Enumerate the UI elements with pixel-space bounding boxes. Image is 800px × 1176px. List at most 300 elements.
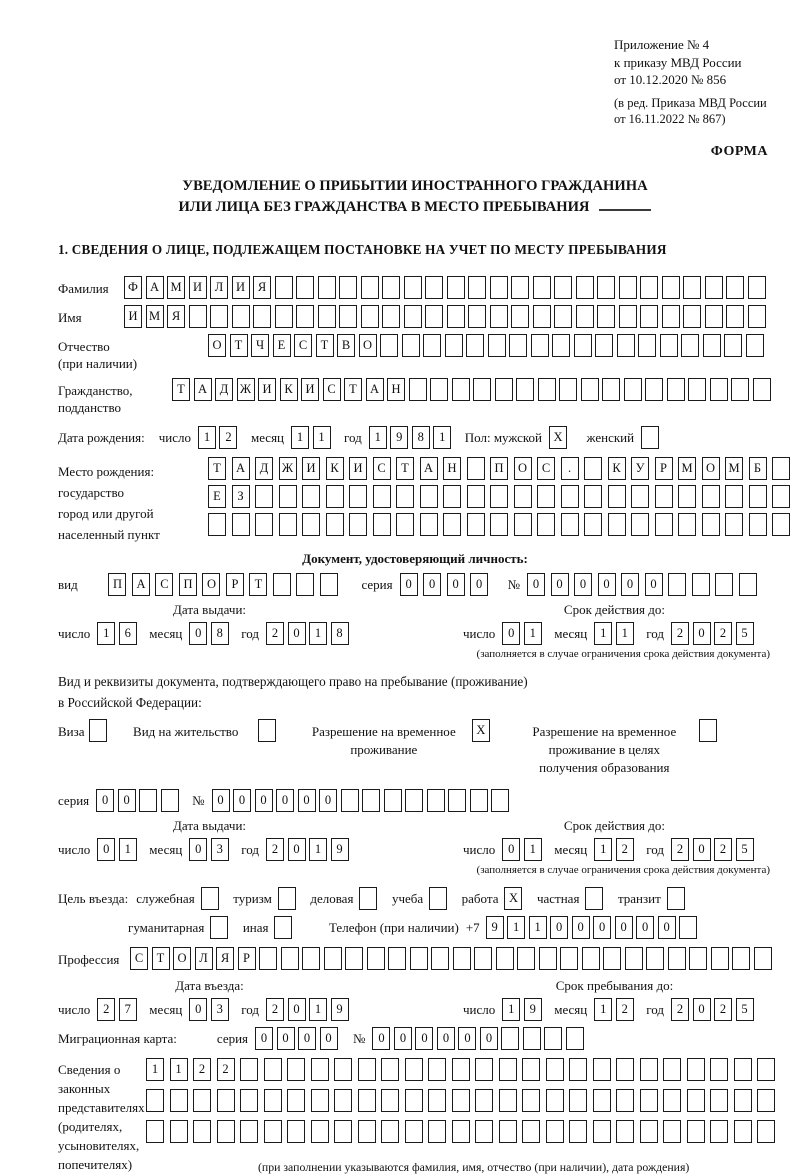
char-cell[interactable] bbox=[576, 276, 594, 299]
char-cell[interactable]: Т bbox=[208, 457, 226, 480]
char-cell[interactable] bbox=[546, 1120, 564, 1143]
char-cell[interactable]: 0 bbox=[255, 1027, 273, 1050]
char-cell[interactable] bbox=[710, 378, 728, 401]
char-cell[interactable]: Я bbox=[167, 305, 185, 328]
doc-number-cells[interactable] bbox=[527, 573, 762, 596]
char-cell[interactable] bbox=[253, 305, 271, 328]
char-cell[interactable] bbox=[273, 573, 291, 596]
char-cell[interactable] bbox=[467, 513, 485, 536]
char-cell[interactable]: 5 bbox=[736, 998, 754, 1021]
char-cell[interactable]: А bbox=[366, 378, 384, 401]
char-cell[interactable] bbox=[359, 887, 377, 910]
char-cell[interactable]: 0 bbox=[212, 789, 230, 812]
char-cell[interactable]: 0 bbox=[658, 916, 676, 939]
char-cell[interactable] bbox=[522, 1120, 540, 1143]
char-cell[interactable] bbox=[279, 513, 297, 536]
char-cell[interactable] bbox=[678, 485, 696, 508]
char-cell[interactable] bbox=[358, 1089, 376, 1112]
char-cell[interactable]: 0 bbox=[276, 789, 294, 812]
char-cell[interactable] bbox=[683, 305, 701, 328]
char-cell[interactable] bbox=[749, 513, 767, 536]
char-cell[interactable]: 1 bbox=[119, 838, 137, 861]
char-cell[interactable] bbox=[595, 334, 613, 357]
char-cell[interactable]: 0 bbox=[551, 573, 569, 596]
migration-series-cells[interactable] bbox=[255, 1027, 341, 1050]
char-cell[interactable] bbox=[448, 789, 466, 812]
char-cell[interactable] bbox=[264, 1120, 282, 1143]
char-cell[interactable]: 2 bbox=[616, 838, 634, 861]
char-cell[interactable]: М bbox=[146, 305, 164, 328]
char-cell[interactable] bbox=[569, 1089, 587, 1112]
char-cell[interactable]: А bbox=[194, 378, 212, 401]
char-cell[interactable] bbox=[687, 1058, 705, 1081]
char-cell[interactable] bbox=[683, 276, 701, 299]
purpose-private-checkbox[interactable] bbox=[585, 887, 607, 910]
char-cell[interactable]: 1 bbox=[97, 622, 115, 645]
purpose-business-checkbox[interactable] bbox=[359, 887, 381, 910]
char-cell[interactable]: И bbox=[349, 457, 367, 480]
char-cell[interactable] bbox=[710, 1120, 728, 1143]
surname-cells[interactable] bbox=[124, 276, 769, 299]
char-cell[interactable] bbox=[430, 378, 448, 401]
char-cell[interactable] bbox=[339, 276, 357, 299]
char-cell[interactable]: . bbox=[561, 457, 579, 480]
option-temp-residence-education-checkbox[interactable] bbox=[699, 719, 721, 742]
char-cell[interactable] bbox=[619, 305, 637, 328]
char-cell[interactable] bbox=[640, 1058, 658, 1081]
char-cell[interactable]: 0 bbox=[458, 1027, 476, 1050]
char-cell[interactable]: 2 bbox=[266, 622, 284, 645]
char-cell[interactable]: 2 bbox=[217, 1058, 235, 1081]
char-cell[interactable] bbox=[689, 947, 707, 970]
char-cell[interactable] bbox=[474, 947, 492, 970]
char-cell[interactable]: 1 bbox=[198, 426, 216, 449]
char-cell[interactable] bbox=[662, 276, 680, 299]
char-cell[interactable]: 0 bbox=[527, 573, 545, 596]
char-cell[interactable] bbox=[533, 276, 551, 299]
char-cell[interactable] bbox=[734, 1058, 752, 1081]
char-cell[interactable]: О bbox=[202, 573, 220, 596]
char-cell[interactable] bbox=[326, 485, 344, 508]
char-cell[interactable] bbox=[240, 1058, 258, 1081]
char-cell[interactable]: 0 bbox=[645, 573, 663, 596]
char-cell[interactable] bbox=[559, 378, 577, 401]
char-cell[interactable]: С bbox=[537, 457, 555, 480]
char-cell[interactable] bbox=[495, 378, 513, 401]
char-cell[interactable] bbox=[428, 1058, 446, 1081]
char-cell[interactable] bbox=[678, 513, 696, 536]
char-cell[interactable]: Е bbox=[208, 485, 226, 508]
char-cell[interactable] bbox=[499, 1089, 517, 1112]
option-temp-residence-checkbox[interactable] bbox=[472, 719, 494, 742]
char-cell[interactable] bbox=[405, 789, 423, 812]
char-cell[interactable] bbox=[725, 485, 743, 508]
identity-issue-month-cells[interactable] bbox=[189, 622, 232, 645]
char-cell[interactable]: И bbox=[258, 378, 276, 401]
char-cell[interactable] bbox=[259, 947, 277, 970]
migration-number-cells[interactable] bbox=[372, 1027, 587, 1050]
char-cell[interactable] bbox=[217, 1089, 235, 1112]
char-cell[interactable] bbox=[509, 334, 527, 357]
birth-month-cells[interactable] bbox=[291, 426, 334, 449]
char-cell[interactable] bbox=[584, 485, 602, 508]
char-cell[interactable] bbox=[467, 457, 485, 480]
char-cell[interactable] bbox=[640, 305, 658, 328]
char-cell[interactable] bbox=[445, 334, 463, 357]
char-cell[interactable] bbox=[428, 1120, 446, 1143]
char-cell[interactable]: Т bbox=[230, 334, 248, 357]
char-cell[interactable] bbox=[349, 513, 367, 536]
char-cell[interactable] bbox=[453, 947, 471, 970]
option-visa-checkbox[interactable] bbox=[89, 719, 111, 742]
char-cell[interactable] bbox=[726, 305, 744, 328]
char-cell[interactable]: 0 bbox=[550, 916, 568, 939]
char-cell[interactable] bbox=[772, 457, 790, 480]
char-cell[interactable] bbox=[361, 276, 379, 299]
char-cell[interactable] bbox=[640, 276, 658, 299]
char-cell[interactable] bbox=[602, 378, 620, 401]
char-cell[interactable]: 1 bbox=[594, 622, 612, 645]
char-cell[interactable]: Л bbox=[210, 276, 228, 299]
purpose-tourism-checkbox[interactable] bbox=[278, 887, 300, 910]
char-cell[interactable]: 0 bbox=[320, 1027, 338, 1050]
char-cell[interactable] bbox=[705, 276, 723, 299]
char-cell[interactable]: 2 bbox=[616, 998, 634, 1021]
char-cell[interactable] bbox=[362, 789, 380, 812]
char-cell[interactable]: М bbox=[725, 457, 743, 480]
char-cell[interactable]: 0 bbox=[598, 573, 616, 596]
char-cell[interactable] bbox=[593, 1058, 611, 1081]
char-cell[interactable]: 0 bbox=[447, 573, 465, 596]
char-cell[interactable] bbox=[475, 1120, 493, 1143]
char-cell[interactable] bbox=[581, 378, 599, 401]
identity-issue-year-cells[interactable] bbox=[266, 622, 352, 645]
char-cell[interactable]: М bbox=[167, 276, 185, 299]
char-cell[interactable]: 0 bbox=[636, 916, 654, 939]
char-cell[interactable]: С bbox=[294, 334, 312, 357]
char-cell[interactable]: А bbox=[146, 276, 164, 299]
residence-valid-year-cells[interactable] bbox=[671, 838, 757, 861]
char-cell[interactable] bbox=[640, 1089, 658, 1112]
char-cell[interactable] bbox=[748, 276, 766, 299]
char-cell[interactable] bbox=[715, 573, 733, 596]
char-cell[interactable]: 5 bbox=[736, 838, 754, 861]
char-cell[interactable] bbox=[710, 1058, 728, 1081]
char-cell[interactable] bbox=[523, 1027, 541, 1050]
char-cell[interactable] bbox=[554, 305, 572, 328]
char-cell[interactable]: 0 bbox=[693, 622, 711, 645]
char-cell[interactable] bbox=[663, 1120, 681, 1143]
char-cell[interactable]: 1 bbox=[594, 998, 612, 1021]
char-cell[interactable]: 0 bbox=[189, 838, 207, 861]
char-cell[interactable] bbox=[334, 1089, 352, 1112]
char-cell[interactable] bbox=[311, 1089, 329, 1112]
char-cell[interactable] bbox=[170, 1089, 188, 1112]
char-cell[interactable]: И bbox=[302, 457, 320, 480]
char-cell[interactable]: Н bbox=[443, 457, 461, 480]
char-cell[interactable] bbox=[772, 513, 790, 536]
char-cell[interactable]: 3 bbox=[211, 838, 229, 861]
char-cell[interactable]: 1 bbox=[309, 622, 327, 645]
char-cell[interactable] bbox=[146, 1120, 164, 1143]
char-cell[interactable] bbox=[645, 378, 663, 401]
char-cell[interactable] bbox=[539, 947, 557, 970]
char-cell[interactable]: 0 bbox=[319, 789, 337, 812]
char-cell[interactable] bbox=[593, 1089, 611, 1112]
char-cell[interactable] bbox=[746, 334, 764, 357]
char-cell[interactable] bbox=[757, 1058, 775, 1081]
char-cell[interactable] bbox=[296, 276, 314, 299]
char-cell[interactable] bbox=[420, 513, 438, 536]
char-cell[interactable]: Ч bbox=[251, 334, 269, 357]
char-cell[interactable] bbox=[646, 947, 664, 970]
char-cell[interactable] bbox=[170, 1120, 188, 1143]
char-cell[interactable] bbox=[475, 1089, 493, 1112]
char-cell[interactable]: 1 bbox=[309, 838, 327, 861]
doc-kind-cells[interactable] bbox=[108, 573, 343, 596]
identity-valid-year-cells[interactable] bbox=[671, 622, 757, 645]
char-cell[interactable] bbox=[208, 513, 226, 536]
char-cell[interactable] bbox=[296, 305, 314, 328]
char-cell[interactable]: 0 bbox=[394, 1027, 412, 1050]
firstname-cells[interactable] bbox=[124, 305, 769, 328]
char-cell[interactable] bbox=[467, 485, 485, 508]
char-cell[interactable] bbox=[361, 305, 379, 328]
char-cell[interactable]: Е bbox=[273, 334, 291, 357]
char-cell[interactable] bbox=[616, 1120, 634, 1143]
char-cell[interactable] bbox=[753, 378, 771, 401]
char-cell[interactable]: 9 bbox=[486, 916, 504, 939]
char-cell[interactable]: 2 bbox=[97, 998, 115, 1021]
char-cell[interactable]: 0 bbox=[255, 789, 273, 812]
char-cell[interactable] bbox=[240, 1120, 258, 1143]
birthplace-line3-cells[interactable] bbox=[208, 513, 796, 536]
residence-series-cells[interactable] bbox=[96, 789, 182, 812]
char-cell[interactable] bbox=[538, 378, 556, 401]
char-cell[interactable]: Р bbox=[655, 457, 673, 480]
char-cell[interactable]: Т bbox=[316, 334, 334, 357]
char-cell[interactable] bbox=[517, 947, 535, 970]
char-cell[interactable]: Я bbox=[216, 947, 234, 970]
char-cell[interactable]: М bbox=[678, 457, 696, 480]
char-cell[interactable] bbox=[488, 334, 506, 357]
char-cell[interactable] bbox=[490, 305, 508, 328]
representatives-line1-cells[interactable] bbox=[146, 1058, 781, 1081]
char-cell[interactable] bbox=[470, 789, 488, 812]
char-cell[interactable]: 9 bbox=[331, 838, 349, 861]
stay-day-cells[interactable] bbox=[502, 998, 545, 1021]
char-cell[interactable] bbox=[703, 334, 721, 357]
char-cell[interactable]: 2 bbox=[671, 622, 689, 645]
char-cell[interactable] bbox=[388, 947, 406, 970]
char-cell[interactable] bbox=[499, 1120, 517, 1143]
char-cell[interactable]: Я bbox=[253, 276, 271, 299]
char-cell[interactable]: 5 bbox=[736, 622, 754, 645]
char-cell[interactable]: О bbox=[514, 457, 532, 480]
char-cell[interactable] bbox=[381, 1120, 399, 1143]
char-cell[interactable] bbox=[258, 719, 276, 742]
char-cell[interactable] bbox=[452, 378, 470, 401]
char-cell[interactable] bbox=[232, 305, 250, 328]
residence-valid-month-cells[interactable] bbox=[594, 838, 637, 861]
phone-cells[interactable] bbox=[486, 916, 701, 939]
char-cell[interactable]: 0 bbox=[423, 573, 441, 596]
char-cell[interactable]: 0 bbox=[96, 789, 114, 812]
char-cell[interactable] bbox=[402, 334, 420, 357]
char-cell[interactable]: А bbox=[132, 573, 150, 596]
char-cell[interactable] bbox=[561, 485, 579, 508]
char-cell[interactable] bbox=[597, 305, 615, 328]
char-cell[interactable] bbox=[748, 305, 766, 328]
char-cell[interactable]: 0 bbox=[189, 622, 207, 645]
char-cell[interactable]: 0 bbox=[189, 998, 207, 1021]
char-cell[interactable] bbox=[726, 276, 744, 299]
char-cell[interactable] bbox=[705, 305, 723, 328]
purpose-work-checkbox[interactable] bbox=[504, 887, 526, 910]
char-cell[interactable] bbox=[473, 378, 491, 401]
char-cell[interactable] bbox=[569, 1120, 587, 1143]
char-cell[interactable] bbox=[318, 305, 336, 328]
char-cell[interactable] bbox=[554, 276, 572, 299]
char-cell[interactable]: В bbox=[337, 334, 355, 357]
char-cell[interactable] bbox=[278, 887, 296, 910]
char-cell[interactable] bbox=[710, 1089, 728, 1112]
identity-issue-day-cells[interactable] bbox=[97, 622, 140, 645]
char-cell[interactable] bbox=[405, 1089, 423, 1112]
purpose-other-checkbox[interactable] bbox=[274, 916, 296, 939]
char-cell[interactable] bbox=[546, 1089, 564, 1112]
char-cell[interactable]: 2 bbox=[266, 998, 284, 1021]
identity-valid-day-cells[interactable] bbox=[502, 622, 545, 645]
char-cell[interactable]: Л bbox=[195, 947, 213, 970]
char-cell[interactable]: Б bbox=[749, 457, 767, 480]
char-cell[interactable]: 2 bbox=[714, 838, 732, 861]
char-cell[interactable] bbox=[560, 947, 578, 970]
char-cell[interactable]: 0 bbox=[97, 838, 115, 861]
char-cell[interactable] bbox=[624, 378, 642, 401]
char-cell[interactable] bbox=[702, 485, 720, 508]
char-cell[interactable] bbox=[584, 457, 602, 480]
char-cell[interactable] bbox=[334, 1058, 352, 1081]
char-cell[interactable] bbox=[631, 485, 649, 508]
char-cell[interactable] bbox=[443, 513, 461, 536]
char-cell[interactable] bbox=[732, 947, 750, 970]
char-cell[interactable] bbox=[491, 789, 509, 812]
char-cell[interactable] bbox=[358, 1120, 376, 1143]
char-cell[interactable] bbox=[201, 887, 219, 910]
patronymic-cells[interactable] bbox=[208, 334, 767, 357]
char-cell[interactable]: X bbox=[504, 887, 522, 910]
char-cell[interactable]: 6 bbox=[119, 622, 137, 645]
char-cell[interactable] bbox=[139, 789, 157, 812]
char-cell[interactable] bbox=[89, 719, 107, 742]
char-cell[interactable]: Т bbox=[172, 378, 190, 401]
char-cell[interactable] bbox=[739, 573, 757, 596]
char-cell[interactable]: У bbox=[631, 457, 649, 480]
char-cell[interactable]: Т bbox=[396, 457, 414, 480]
char-cell[interactable] bbox=[681, 334, 699, 357]
char-cell[interactable] bbox=[511, 305, 529, 328]
char-cell[interactable]: 2 bbox=[266, 838, 284, 861]
char-cell[interactable]: 1 bbox=[616, 622, 634, 645]
char-cell[interactable]: 2 bbox=[671, 998, 689, 1021]
gender-female-checkbox[interactable] bbox=[641, 426, 663, 449]
char-cell[interactable] bbox=[311, 1120, 329, 1143]
char-cell[interactable]: 0 bbox=[288, 838, 306, 861]
char-cell[interactable] bbox=[274, 916, 292, 939]
char-cell[interactable] bbox=[324, 947, 342, 970]
char-cell[interactable] bbox=[662, 305, 680, 328]
char-cell[interactable] bbox=[638, 334, 656, 357]
char-cell[interactable] bbox=[522, 1058, 540, 1081]
char-cell[interactable]: 1 bbox=[529, 916, 547, 939]
residence-valid-day-cells[interactable] bbox=[502, 838, 545, 861]
char-cell[interactable] bbox=[425, 305, 443, 328]
char-cell[interactable] bbox=[668, 947, 686, 970]
char-cell[interactable] bbox=[404, 276, 422, 299]
char-cell[interactable]: С bbox=[373, 457, 391, 480]
char-cell[interactable] bbox=[734, 1120, 752, 1143]
char-cell[interactable] bbox=[381, 1089, 399, 1112]
identity-valid-month-cells[interactable] bbox=[594, 622, 637, 645]
char-cell[interactable]: 0 bbox=[415, 1027, 433, 1050]
char-cell[interactable] bbox=[431, 947, 449, 970]
citizenship-cells[interactable] bbox=[172, 378, 774, 401]
char-cell[interactable] bbox=[427, 789, 445, 812]
char-cell[interactable] bbox=[161, 789, 179, 812]
char-cell[interactable]: 3 bbox=[211, 998, 229, 1021]
char-cell[interactable] bbox=[687, 1120, 705, 1143]
entry-year-cells[interactable] bbox=[266, 998, 352, 1021]
char-cell[interactable] bbox=[584, 513, 602, 536]
char-cell[interactable] bbox=[772, 485, 790, 508]
char-cell[interactable] bbox=[217, 1120, 235, 1143]
char-cell[interactable]: И bbox=[189, 276, 207, 299]
char-cell[interactable]: 0 bbox=[480, 1027, 498, 1050]
char-cell[interactable] bbox=[537, 485, 555, 508]
char-cell[interactable] bbox=[404, 305, 422, 328]
char-cell[interactable] bbox=[699, 719, 717, 742]
char-cell[interactable]: Т bbox=[249, 573, 267, 596]
gender-male-checkbox[interactable] bbox=[549, 426, 571, 449]
char-cell[interactable]: 0 bbox=[288, 998, 306, 1021]
char-cell[interactable] bbox=[631, 513, 649, 536]
char-cell[interactable] bbox=[447, 305, 465, 328]
char-cell[interactable] bbox=[514, 513, 532, 536]
char-cell[interactable]: Д bbox=[215, 378, 233, 401]
char-cell[interactable]: 0 bbox=[437, 1027, 455, 1050]
char-cell[interactable]: 2 bbox=[671, 838, 689, 861]
char-cell[interactable]: Т bbox=[152, 947, 170, 970]
char-cell[interactable] bbox=[384, 789, 402, 812]
char-cell[interactable]: О bbox=[702, 457, 720, 480]
representatives-line3-cells[interactable] bbox=[146, 1120, 781, 1143]
char-cell[interactable] bbox=[287, 1120, 305, 1143]
char-cell[interactable]: О bbox=[173, 947, 191, 970]
char-cell[interactable] bbox=[193, 1089, 211, 1112]
char-cell[interactable]: 9 bbox=[390, 426, 408, 449]
entry-day-cells[interactable] bbox=[97, 998, 140, 1021]
char-cell[interactable] bbox=[264, 1089, 282, 1112]
char-cell[interactable]: К bbox=[326, 457, 344, 480]
char-cell[interactable]: С bbox=[155, 573, 173, 596]
char-cell[interactable] bbox=[345, 947, 363, 970]
char-cell[interactable]: 1 bbox=[313, 426, 331, 449]
char-cell[interactable] bbox=[668, 573, 686, 596]
char-cell[interactable] bbox=[711, 947, 729, 970]
birthplace-line2-cells[interactable] bbox=[208, 485, 796, 508]
char-cell[interactable] bbox=[373, 513, 391, 536]
